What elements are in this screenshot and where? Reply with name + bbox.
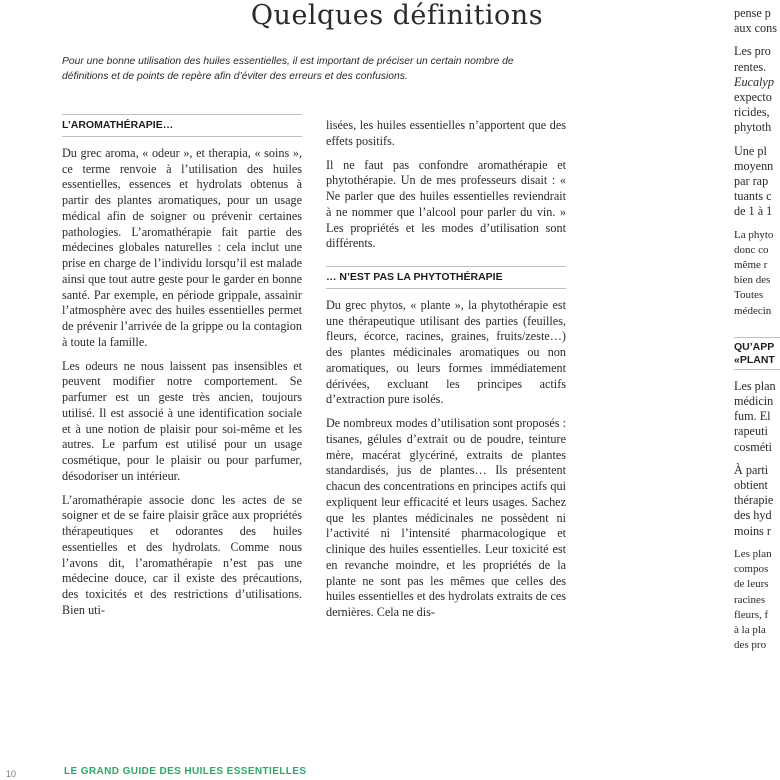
line: moins r xyxy=(734,523,771,538)
line: des pro xyxy=(734,639,767,652)
page-title: Quelques définitions xyxy=(250,0,544,31)
line: bien des xyxy=(734,274,771,287)
heading-line: «PLANT xyxy=(734,353,775,366)
line: Les plan xyxy=(734,378,776,393)
column-1 xyxy=(62,114,302,627)
line: fum. El xyxy=(734,409,771,424)
column-3-cropped xyxy=(734,6,780,653)
line: ricides, xyxy=(734,105,770,120)
line: racines xyxy=(734,593,766,606)
line: compos xyxy=(734,563,769,576)
paragraph: lisées, les huiles essentielles n’apportent que des effets positifs. xyxy=(326,118,566,148)
cropped-lines-g xyxy=(734,547,780,653)
line: Toutes xyxy=(734,289,764,302)
section-heading-phytotherapie: … N’EST PAS LA PHYTOTHÉRAPIE xyxy=(326,266,566,289)
cropped-lines-b xyxy=(734,44,780,135)
section-heading-aromatherapie: L’AROMATHÉRAPIE… xyxy=(62,114,302,137)
line: même r xyxy=(734,259,768,272)
line: pense p xyxy=(734,6,771,20)
page-number: 10 xyxy=(6,769,17,779)
line: rapeuti xyxy=(734,424,768,439)
line: des hyd xyxy=(734,508,772,523)
cropped-lines-e xyxy=(734,379,780,455)
paragraph: Il ne faut pas confondre aromathérapie et phytothérapie. Un de mes professeurs disait : « Ne parler que des huiles essentielles reviendrait à ne nommer que l’alcool pour parler du vin. » Les propriétés et les modes d’utilisation sont différents. xyxy=(326,157,566,251)
line: Les pro xyxy=(734,44,771,59)
line: phytoth xyxy=(734,120,772,135)
line: aux cons xyxy=(734,21,777,36)
line: médicin xyxy=(734,394,774,409)
cropped-lines-c xyxy=(734,144,780,220)
line: à la pla xyxy=(734,623,766,636)
line: médecin xyxy=(734,304,772,317)
line: thérapie xyxy=(734,493,774,508)
line: expecto xyxy=(734,90,772,105)
intro-text: Pour une bonne utilisation des huiles essentielles, il est important de préciser un certain nombre de définitions et de points de repère afin d’éviter des erreurs et des confusions. xyxy=(62,56,514,82)
line: rentes. xyxy=(734,59,767,74)
cropped-lines-f xyxy=(734,463,780,539)
section-heading-plantes-cropped xyxy=(734,337,780,370)
line: donc co xyxy=(734,243,769,256)
cropped-lines-d xyxy=(734,228,780,319)
running-footer-title: LE GRAND GUIDE DES HUILES ESSENTIELLES xyxy=(64,766,307,777)
line: Une pl xyxy=(734,143,767,158)
line: moyenn xyxy=(734,158,774,173)
line: tuants c xyxy=(734,189,772,204)
heading-line: QU’APP xyxy=(734,340,775,353)
line: fleurs, f xyxy=(734,608,769,621)
paragraph: L’aromathérapie associe donc les actes de se soigner et de se faire plaisir grâce aux propriétés thérapeutiques et odorantes des huiles essentielles et des hydrolats. Comme nous l’avons dit, l’aromathérapie n’est pas une médecine douce, car il existe des précautions, des toxicités et des restrictions d’utilisations. Bien uti- xyxy=(62,492,302,617)
line: Les plan xyxy=(734,547,772,560)
line: par rap xyxy=(734,174,769,189)
line: Eucalyp xyxy=(734,74,774,89)
paragraph: De nombreux modes d’utilisation sont proposés : tisanes, gélules d’extrait ou de poudre, teinture mère, macérat glycériné, extraits de plantes standardisés, jus de plantes… Ils présentent chacun des concentrations en principes actifs qui expliquent leur efficacité et leurs usages. Sachez que les plantes médicinales ne possèdent ni l’activité ni l’intensité pharmacologique et clinique des huiles essentielles. Leur toxicité est en revanche moindre, et les propriétés de la plante ne sont pas les mêmes que celles des huiles essentielles et des hydrolats extraits de ces dernières. Cela ne dis- xyxy=(326,416,566,619)
line: À parti xyxy=(734,462,769,477)
paragraph: Du grec phytos, « plante », la phytothérapie est une thérapeutique utilisant des parties (feuilles, fleurs, écorce, racines, graines, fruits/zeste…) des plantes médicinales aromatiques ou non aromatiques, ou leurs formes immédiatement dérivées, excluant les principes actifs d’extraction pure isolés. xyxy=(326,297,566,407)
line: de leurs xyxy=(734,578,769,591)
line: de 1 à 1 xyxy=(734,204,773,219)
cropped-lines-a xyxy=(734,6,780,36)
line: obtient xyxy=(734,478,768,493)
paragraph: Les odeurs ne nous laissent pas insensibles et peuvent modifier notre comportement. Se parfumer est un geste très ancien, toujours utilisé. Il est associé à une identification sociale et à une notion de plaisir pour soi-même et les autres. Le parfum est utilisé pour un usage cosmétique, pour le plaisir ou pour parfumer, désodoriser un intérieur. xyxy=(62,358,302,483)
line: La phyto xyxy=(734,228,774,241)
line: cosméti xyxy=(734,439,772,454)
paragraph: Du grec aroma, « odeur », et therapia, « soins », ce terme renvoie à l’utilisation des huiles essentielles, essences et hydrolats obtenus à partir des plantes aromatiques, pour un usage médical afin de soigner ou prévenir certaines pathologies. L’aromathérapie fait partie des médecines globales naturelles : cela inclut une prise en charge de l’individu lorsqu’il est malade ainsi que tout autre geste pour le garder en bonne santé. Par exemple, en période grippale, assainir l’atmosphère avec des huiles essentielles permet de prévenir l’arrivée de la grippe ou la contagion à toute la famille. xyxy=(62,145,302,349)
column-2 xyxy=(326,118,566,629)
